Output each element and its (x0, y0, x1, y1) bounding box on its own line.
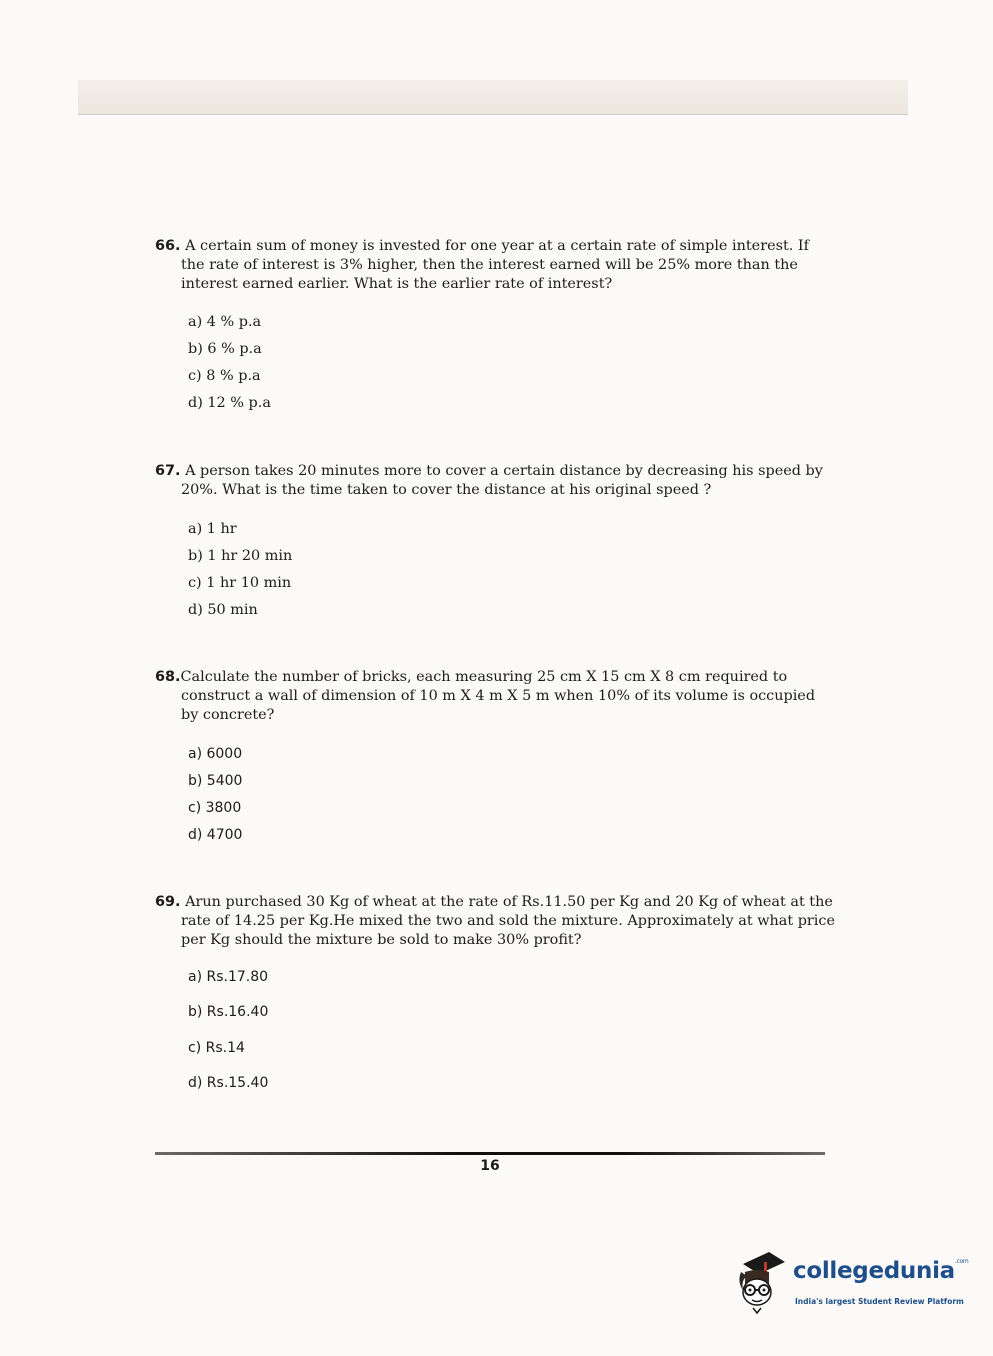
option-b[interactable]: b) 6 % p.a (188, 341, 262, 357)
question-text (155, 462, 835, 500)
footer-rule (155, 1152, 825, 1155)
collegedunia-logo[interactable] (735, 1248, 969, 1318)
option-d[interactable]: d) 4700 (188, 827, 243, 843)
question-number: 67. (155, 463, 181, 479)
option-a[interactable]: a) 6000 (188, 746, 243, 762)
question-body: Arun purchased 30 Kg of wheat at the rate of Rs.11.50 per Kg and 20 Kg of wheat at the rate of 14.25 per Kg.He mixed the two and sold the mixture. Approximately at what price per Kg should the mixture be sold to make 30% profit? (180, 894, 835, 948)
question-body: A certain sum of money is invested for one year at a certain rate of simple interest. If the rate of interest is 3% higher, then the interest earned will be 25% more than the interest earned earlier. What is the earlier rate of interest? (180, 238, 809, 292)
option-d[interactable]: d) 50 min (188, 602, 258, 618)
option-b[interactable]: b) 1 hr 20 min (188, 548, 293, 564)
header-band (78, 80, 908, 115)
logo-name-text: collegedunia (793, 1258, 955, 1284)
question-68 (155, 668, 835, 843)
question-number: 66. (155, 238, 181, 254)
question-body: A person takes 20 minutes more to cover a certain distance by decreasing his speed by 20%. What is the time taken to cover the distance at his original speed ? (180, 463, 823, 498)
logo-tagline: India's largest Student Review Platform (795, 1297, 964, 1306)
question-69 (155, 893, 835, 1091)
option-b[interactable]: b) Rs.16.40 (188, 1004, 269, 1020)
question-body: Calculate the number of bricks, each measuring 25 cm X 15 cm X 8 cm required to construct a wall of dimension of 10 m X 4 m X 5 m when 10% of its volume is occupied by concrete? (180, 669, 816, 723)
question-67 (155, 462, 835, 618)
question-text (155, 237, 835, 294)
option-c[interactable]: c) 8 % p.a (188, 368, 261, 384)
option-a[interactable]: a) 1 hr (188, 521, 237, 537)
option-a[interactable]: a) Rs.17.80 (188, 969, 269, 985)
option-a[interactable]: a) 4 % p.a (188, 314, 262, 330)
mascot-icon (735, 1250, 791, 1316)
question-number: 69. (155, 894, 181, 910)
option-c[interactable]: c) 1 hr 10 min (188, 575, 292, 591)
question-66 (155, 237, 835, 411)
option-c[interactable]: c) Rs.14 (188, 1040, 245, 1056)
option-c[interactable]: c) 3800 (188, 800, 242, 816)
option-d[interactable]: d) Rs.15.40 (188, 1075, 269, 1091)
question-number: 68. (155, 669, 181, 685)
logo-wordmark (793, 1258, 968, 1284)
question-text (155, 668, 835, 725)
option-d[interactable]: d) 12 % p.a (188, 395, 271, 411)
logo-superscript: .com (954, 1258, 969, 1265)
page-number: 16 (480, 1158, 500, 1174)
question-text (155, 893, 835, 950)
option-b[interactable]: b) 5400 (188, 773, 243, 789)
